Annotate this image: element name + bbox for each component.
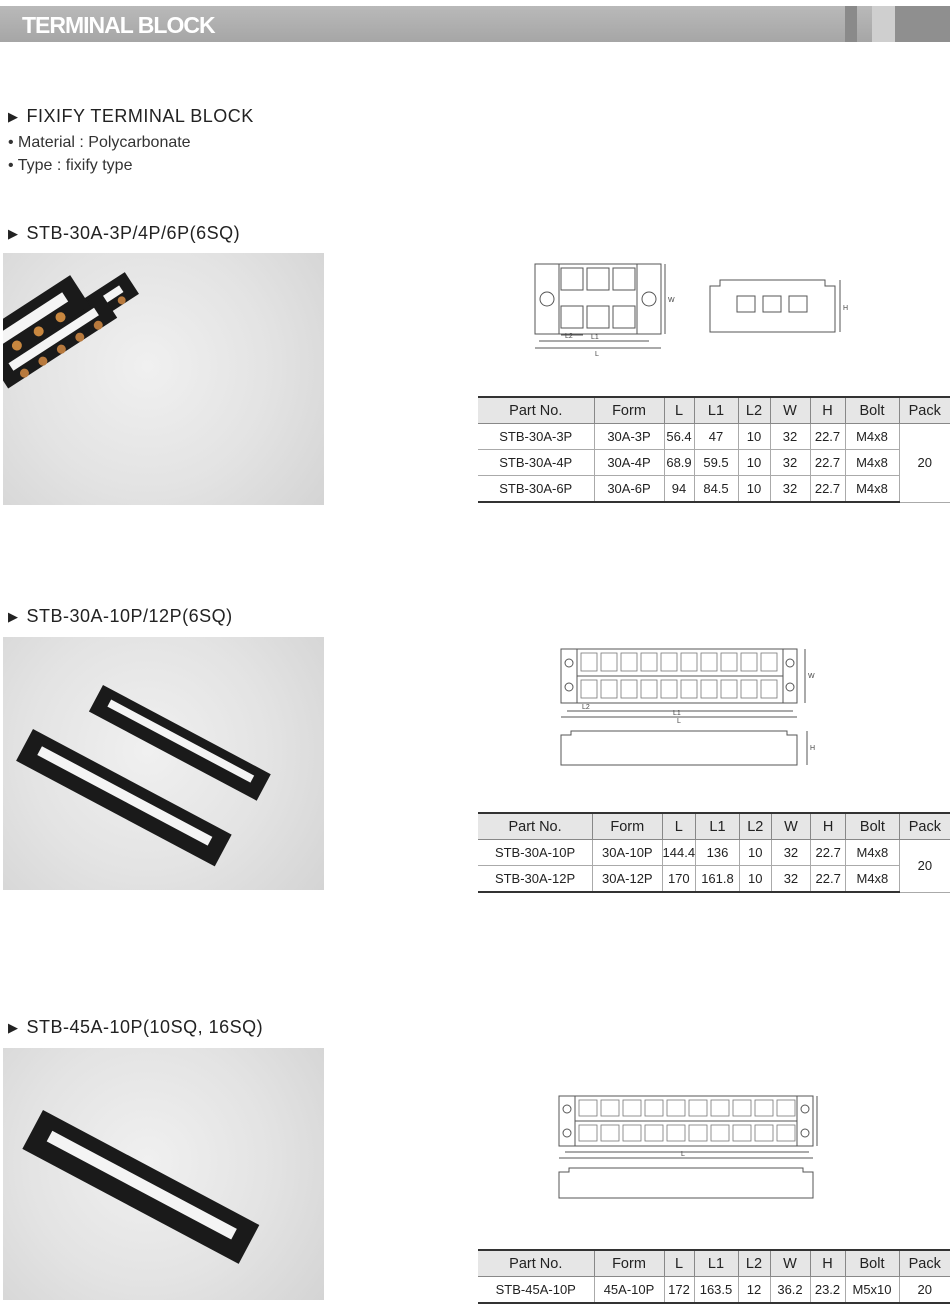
header-accent-block	[872, 6, 895, 42]
spec-table	[478, 1249, 950, 1304]
dim-label-l: L	[681, 1151, 685, 1158]
product-photo	[3, 1048, 324, 1300]
section-heading: ▶ STB-30A-3P/4P/6P(6SQ)	[8, 223, 241, 243]
section-heading: ▶ STB-30A-10P/12P(6SQ)	[8, 606, 233, 626]
triangle-bullet-icon: ▶	[8, 1020, 19, 1035]
dim-label-l1: L1	[591, 334, 599, 341]
header-bar	[0, 6, 950, 42]
product-photo	[3, 637, 324, 890]
intro-heading: ▶ FIXIFY TERMINAL BLOCK	[8, 106, 254, 126]
header-accent-block	[895, 6, 950, 42]
type-line: • Type : fixify type	[8, 157, 133, 174]
header-accent-block	[845, 6, 857, 42]
terminal-block-image	[3, 253, 324, 505]
table-header-row: Part No. Form L L1 L2 W H Bolt Pack	[478, 397, 950, 424]
terminal-block-image	[3, 1048, 324, 1300]
page-title: TERMINAL BLOCK	[22, 12, 215, 38]
spec-table	[478, 812, 950, 893]
terminal-block-image	[3, 637, 324, 890]
dim-label-h: H	[843, 305, 849, 312]
triangle-bullet-icon: ▶	[8, 109, 19, 124]
section-heading: ▶ STB-45A-10P(10SQ, 16SQ)	[8, 1017, 264, 1037]
triangle-bullet-icon: ▶	[8, 609, 19, 624]
dim-label-w: W	[808, 673, 815, 680]
table-row: STB-30A-12P 30A-12P 170 161.8 10 32 22.7 M4x8	[478, 866, 950, 893]
table-row: STB-30A-6P 30A-6P 94 84.5 10 32 22.7 M4x8	[478, 476, 950, 503]
product-photo	[3, 253, 324, 505]
table-row: STB-30A-4P 30A-4P 68.9 59.5 10 32 22.7 M4x8	[478, 450, 950, 476]
dim-label-w: W	[668, 297, 675, 304]
dim-label-l: L	[677, 718, 681, 725]
dim-label-l2: L2	[565, 333, 573, 340]
dim-label-h: H	[810, 745, 816, 752]
dimension-diagram	[525, 258, 855, 358]
triangle-bullet-icon: ▶	[8, 226, 19, 241]
dim-label-l1: L1	[673, 710, 681, 717]
table-row: STB-30A-3P 30A-3P 56.4 47 10 32 22.7 M4x8 20	[478, 424, 950, 450]
dim-label-l: L	[595, 351, 599, 358]
table-header-row: Part No. Form L L1 L2 W H Bolt Pack	[478, 813, 950, 840]
table-row: STB-30A-10P 30A-10P 144.4 136 10 32 22.7 M4x8 20	[478, 840, 950, 866]
pack-cell: 20	[899, 1277, 950, 1304]
table-row: STB-45A-10P 45A-10P 172 163.5 12 36.2 23.2 M5x10 20	[478, 1277, 950, 1304]
material-line: • Material : Polycarbonate	[8, 134, 191, 151]
spec-table	[478, 396, 950, 503]
dim-label-l2: L2	[582, 704, 590, 711]
pack-cell: 20	[899, 424, 950, 503]
pack-cell: 20	[899, 840, 950, 893]
dimension-diagram	[555, 645, 825, 770]
table-header-row: Part No. Form L L1 L2 W H Bolt Pack	[478, 1250, 950, 1277]
dimension-diagram	[555, 1092, 825, 1202]
